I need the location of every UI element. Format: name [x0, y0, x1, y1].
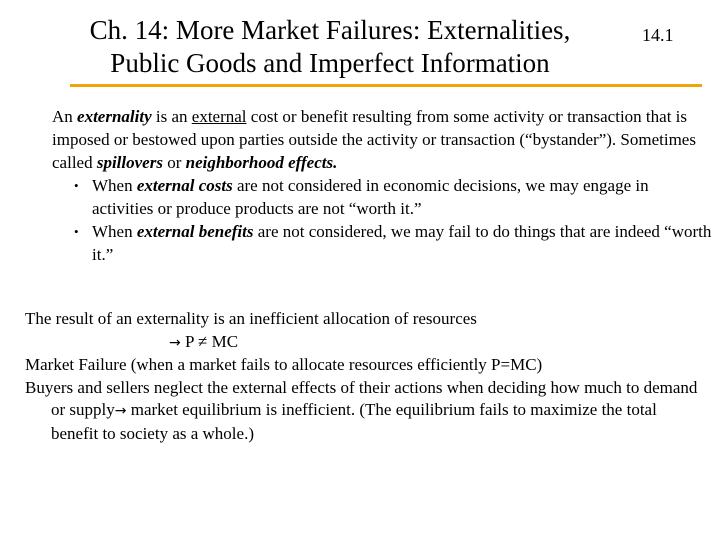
term-external: external — [191, 107, 247, 126]
bullet-dot: • — [74, 224, 79, 239]
right-arrow-icon: → — [114, 403, 127, 419]
bullet-item-external-costs — [52, 174, 712, 220]
text-run: Buyers and sellers neglect the external effects of their actions when deciding how much to demand or supply — [25, 377, 698, 419]
text-run: or — [162, 153, 186, 172]
text-run: An — [52, 107, 78, 126]
right-arrow-icon: → — [169, 334, 181, 351]
bullet-item-external-benefits — [52, 220, 712, 266]
slide-title-line-1: Ch. 14: More Market Failures: Externalities, — [89, 15, 571, 45]
text-run: is an — [151, 107, 192, 126]
term-external-benefits: external benefits — [136, 222, 254, 241]
text-run: market equilibrium is inefficient. (The equilibrium fails to maximize the total benefit to society as a whole.) — [51, 400, 657, 443]
title-underline-rule — [70, 84, 702, 87]
slide-title — [40, 14, 620, 80]
term-external-costs: external costs — [136, 176, 233, 195]
term-externality: externality — [77, 107, 152, 126]
market-failure-line: Market Failure (when a market fails to allocate resources efficiently P=MC) — [25, 355, 543, 374]
term-neighborhood-effects: neighborhood effects. — [185, 153, 338, 172]
bullet-dot: • — [74, 178, 79, 193]
result-line: The result of an externality is an inefficient allocation of resources — [25, 309, 477, 328]
slide-title-line-2: Public Goods and Imperfect Information — [110, 48, 550, 78]
text-run: are not considered, we may fail to do things that are indeed “worth it.” — [92, 222, 712, 264]
externality-definition-block — [52, 105, 712, 266]
term-spillovers: spillovers — [96, 153, 163, 172]
text-run: When — [92, 176, 137, 195]
result-block — [25, 308, 705, 445]
slide-number: 14.1 — [642, 25, 674, 45]
text-run: cost or benefit resulting from some activity or transaction that is imposed or bestowed upon parties outside the activity or transaction (“bystander”). Sometimes called — [52, 107, 696, 172]
buyers-sellers-paragraph — [25, 377, 705, 446]
text-run: are not considered in economic decisions, we may engage in activities or produce products are not “worth it.” — [92, 176, 649, 218]
bullet-list — [52, 174, 712, 266]
p-not-equal-mc-line — [25, 331, 705, 355]
definition-paragraph — [52, 105, 712, 174]
text-run: When — [92, 222, 137, 241]
p-not-equal-mc-text: P ≠ MC — [180, 331, 239, 351]
